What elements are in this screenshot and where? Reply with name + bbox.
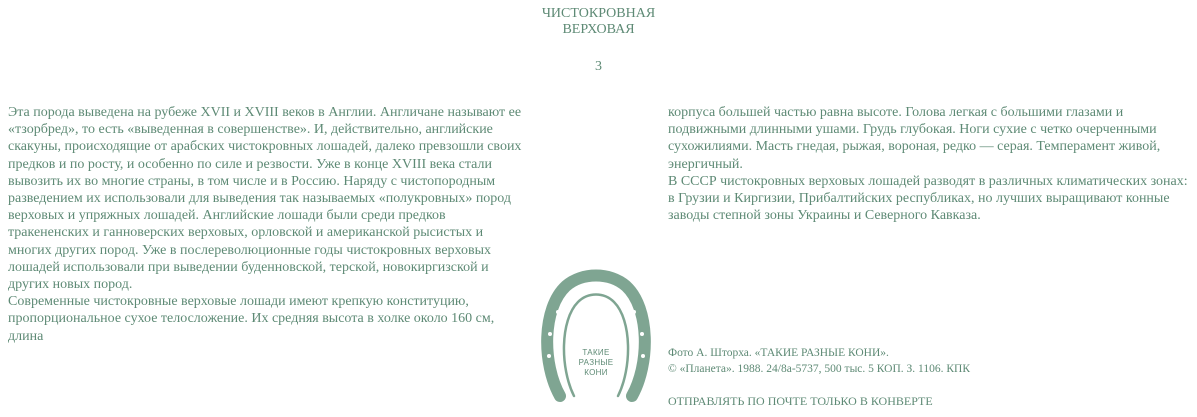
horseshoe-icon: [536, 268, 656, 408]
mailing-notice: ОТПРАВЛЯТЬ ПО ПОЧТЕ ТОЛЬКО В КОНВЕРТЕ: [668, 394, 933, 408]
text-column-right: [668, 104, 1190, 224]
page-number: 3: [595, 59, 602, 74]
logo-line-2: РАЗНЫЕ: [578, 358, 614, 367]
logo-line-3: КОНИ: [584, 368, 608, 377]
title-line-2: ВЕРХОВАЯ: [562, 22, 635, 37]
logo-text: [536, 348, 656, 378]
text-column-left: [8, 104, 528, 345]
series-logo: [536, 268, 656, 408]
credit-line-1: Фото А. Шторха. «ТАКИЕ РАЗНЫЕ КОНИ».: [668, 347, 889, 359]
logo-line-1: ТАКИЕ: [582, 348, 610, 357]
paragraph-breeding: В СССР чистокровных верховых лошадей разводят в различных климатических зонах: в Грузии и Киргизии, Прибалтийских республиках, но лучших выращивают конные заводы степной зоны Украины и Северного Кавказа.: [668, 173, 1188, 224]
paragraph-history: Эта порода выведена на рубеже XVII и XVIII веков в Англии. Англичане называют ее «тзорбред», то есть «выведенная в совершенстве». И, действительно, английские скакуны, происходящие от арабских чистокровных лошадей, далеко превзошли своих предков и по росту, и особенно по силе и резвости. Уже в конце XVIII века стали вывозить их во многие страны, в том числе и в Россию. Наряду с чистопородным разведением их использовали для выведения так называемых «полукровных» пород верховых и упряжных лошадей. Английские лошади были среди предков тракененских и ганноверских верховых, орловской и американской рысистых и многих других пород. Уже в послереволюционные годы чистокровных верховых лошадей использовали при выведении буденновской, терской, новокиргизской и других новых пород.: [8, 105, 522, 293]
paragraph-appearance: корпуса большей частью равна высоте. Голова легкая с большими глазами и подвижными длинными ушами. Грудь глубокая. Ноги сухие с четко очерченными сухожилиями. Масть гнедая, рыжая, вороная, редко — серая. Темперамент живой, энергичный.: [668, 105, 1161, 172]
credit-line-2: © «Планета». 1988. 24/8а-5737, 500 тыс. 5 КОП. З. 1106. КПК: [668, 362, 970, 375]
photo-credit: [668, 346, 1188, 377]
paragraph-constitution: Современные чистокровные верховые лошади имеют крепкую конституцию, пропорциональное сухое телосложение. Их средняя высота в холке около 160 см, длина: [8, 294, 495, 344]
page-title: [0, 6, 1197, 38]
title-line-1: ЧИСТОКРОВНАЯ: [541, 6, 656, 21]
